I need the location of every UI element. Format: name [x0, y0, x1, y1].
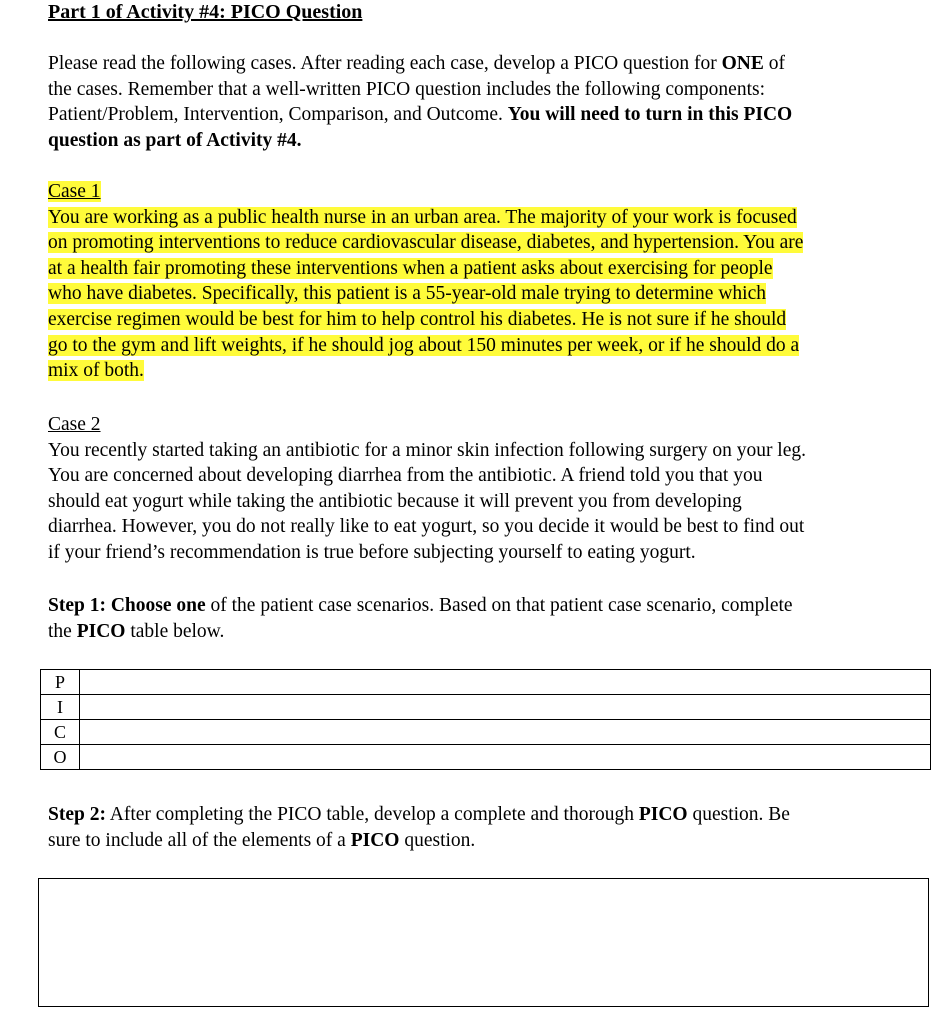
pico-cell-p[interactable]: [80, 670, 931, 695]
pico-row-c: [41, 720, 931, 745]
step-1-instructions: [48, 593, 918, 644]
pico-row-p: [41, 670, 931, 695]
case-2-line: You recently started taking an antibiotic for a minor skin infection following surgery on your leg.: [48, 439, 807, 461]
pico-cell-i[interactable]: [80, 695, 931, 720]
step-2-instructions: [48, 802, 918, 853]
pico-cell-o[interactable]: [80, 745, 931, 770]
case-1-line: who have diabetes. Specifically, this patient is a 55-year-old male trying to determine which: [48, 283, 766, 305]
case-1-line: You are working as a public health nurse in an urban area. The majority of your work is focused: [48, 206, 797, 228]
case-1-section: [48, 179, 928, 384]
case-2-line: should eat yogurt while taking the antibiotic because it will prevent you from developing: [48, 490, 742, 512]
intro-paragraph: [48, 51, 918, 153]
case-1-heading: Case 1: [48, 181, 101, 202]
case-1-line: mix of both.: [48, 360, 144, 382]
pico-row-o: [41, 745, 931, 770]
case-2-line: diarrhea. However, you do not really like to eat yogurt, so you decide it would be best to find out: [48, 516, 805, 538]
case-1-line: go to the gym and lift weights, if he should jog about 150 minutes per week, or if he should do a: [48, 334, 800, 356]
pico-table: [40, 669, 931, 770]
case-1-line: exercise regimen would be best for him to help control his diabetes. He is not sure if he should: [48, 308, 787, 330]
pico-cell-c[interactable]: [80, 720, 931, 745]
case-2-section: [48, 412, 928, 566]
intro-line-2: the cases. Remember that a well-written PICO question includes the following components:: [48, 78, 766, 100]
pico-letter-c: C: [41, 720, 80, 745]
step-2-line-2: sure to include all of the elements of a PICO question.: [48, 829, 476, 851]
case-2-line: if your friend’s recommendation is true before subjecting yourself to eating yogurt.: [48, 541, 696, 563]
pico-letter-i: I: [41, 695, 80, 720]
intro-line-4: question as part of Activity #4.: [48, 129, 302, 151]
intro-line-3: Patient/Problem, Intervention, Comparison, and Outcome. You will need to turn in this PICO: [48, 104, 793, 126]
case-1-line: at a health fair promoting these interventions when a patient asks about exercising for people: [48, 257, 773, 279]
pico-letter-p: P: [41, 670, 80, 695]
step-1-line-2: the PICO table below.: [48, 620, 225, 642]
pico-letter-o: O: [41, 745, 80, 770]
step-2-line-1: Step 2: After completing the PICO table, develop a complete and thorough PICO question. Be: [48, 804, 790, 825]
intro-line-1: Please read the following cases. After reading each case, develop a PICO question for ONE of: [48, 53, 785, 74]
case-1-line: on promoting interventions to reduce cardiovascular disease, diabetes, and hypertension. You are: [48, 232, 804, 254]
case-1-heading-line: [48, 179, 928, 205]
pico-question-answer-box[interactable]: [38, 878, 929, 1007]
step-1-line-1: Step 1: Choose one of the patient case scenarios. Based on that patient case scenario, complete: [48, 595, 793, 616]
page-title: Part 1 of Activity #4: PICO Question: [48, 1, 363, 23]
case-2-line: You are concerned about developing diarrhea from the antibiotic. A friend told you that you: [48, 465, 763, 487]
case-2-heading: Case 2: [48, 414, 101, 435]
pico-row-i: [41, 695, 931, 720]
